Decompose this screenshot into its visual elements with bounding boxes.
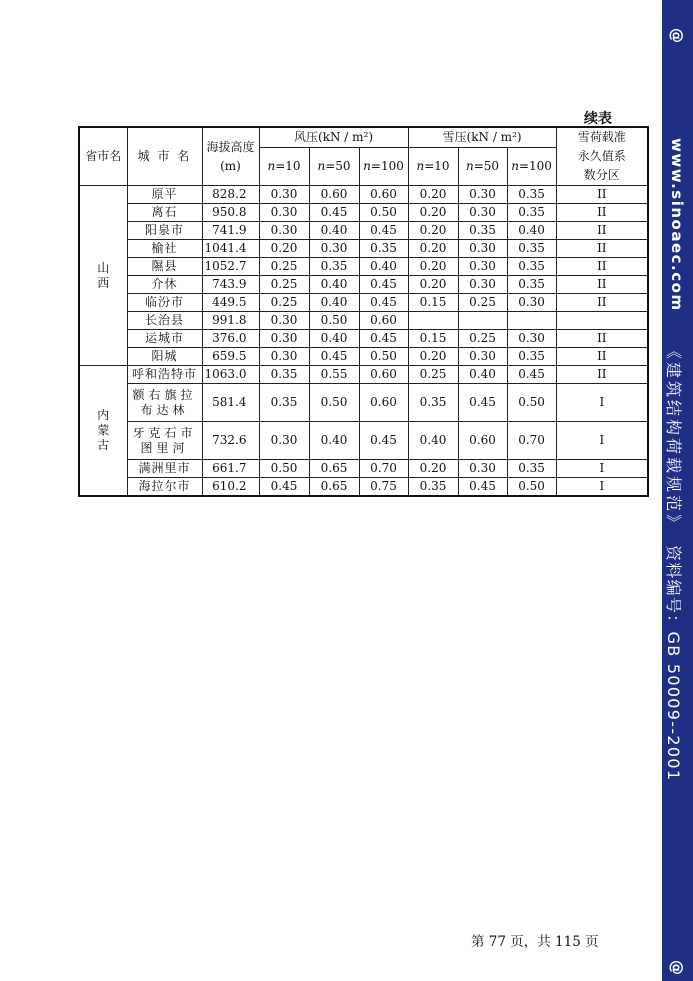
zone-cell: II (556, 222, 648, 240)
zone-cell: II (556, 294, 648, 312)
province-cell (79, 186, 127, 366)
table-row (79, 276, 648, 294)
header-snow-n100: n=100 (507, 147, 556, 185)
value-cell: 0.20 (408, 186, 458, 204)
city-cell: 离石 (127, 204, 202, 222)
table-row (79, 222, 648, 240)
value-cell: 0.45 (507, 366, 556, 384)
value-cell: 0.40 (408, 422, 458, 460)
city-cell: 额右旗拉布达林 (127, 384, 202, 422)
value-cell: 0.20 (408, 240, 458, 258)
city-cell: 海拉尔市 (127, 478, 202, 496)
altitude-cell: 950.8 (202, 204, 259, 222)
value-cell: 0.25 (408, 366, 458, 384)
value-cell: 0.30 (458, 460, 507, 478)
value-cell: 0.60 (458, 422, 507, 460)
value-cell: 0.30 (458, 186, 507, 204)
altitude-cell: 828.2 (202, 186, 259, 204)
value-cell: 0.25 (259, 276, 309, 294)
value-cell: 0.40 (359, 258, 408, 276)
value-cell: 0.60 (309, 186, 359, 204)
altitude-cell: 581.4 (202, 384, 259, 422)
value-cell: 0.35 (309, 258, 359, 276)
table-row (79, 204, 648, 222)
header-zone-line2: 永久值系 (577, 149, 626, 163)
city-cell: 运城市 (127, 330, 202, 348)
header-snow-n10: n=10 (408, 147, 458, 185)
table-row (79, 186, 648, 204)
value-cell: 0.35 (408, 384, 458, 422)
value-cell: 0.70 (359, 460, 408, 478)
value-cell: 0.25 (458, 330, 507, 348)
value-cell: 0.40 (309, 422, 359, 460)
value-cell: 0.35 (507, 186, 556, 204)
value-cell: 0.65 (309, 460, 359, 478)
value-cell: 0.30 (507, 294, 556, 312)
value-cell: 0.20 (408, 258, 458, 276)
value-cell: 0.30 (259, 186, 309, 204)
value-cell (507, 312, 556, 330)
city-cell: 满洲里市 (127, 460, 202, 478)
value-cell: 0.20 (408, 222, 458, 240)
value-cell: 0.35 (507, 204, 556, 222)
value-cell: 0.25 (259, 294, 309, 312)
city-cell: 牙克石市图里河 (127, 422, 202, 460)
value-cell: 0.30 (259, 422, 309, 460)
value-cell: 0.20 (408, 460, 458, 478)
header-wind: 风压(kN / m²) (259, 127, 408, 147)
value-cell: 0.40 (309, 222, 359, 240)
value-cell: 0.45 (359, 422, 408, 460)
value-cell: 0.50 (309, 384, 359, 422)
value-cell: 0.60 (359, 366, 408, 384)
site-url[interactable]: www.sinoaec.com (668, 138, 686, 312)
header-wind-n50: n=50 (309, 147, 359, 185)
value-cell: 0.35 (507, 240, 556, 258)
header-altitude (202, 127, 259, 186)
value-cell: 0.25 (259, 258, 309, 276)
value-cell: 0.40 (507, 222, 556, 240)
value-cell: 0.60 (359, 186, 408, 204)
value-cell: 0.40 (309, 330, 359, 348)
altitude-cell: 659.5 (202, 348, 259, 366)
city-cell: 呼和浩特市 (127, 366, 202, 384)
value-cell: 0.50 (359, 348, 408, 366)
value-cell: 0.55 (309, 366, 359, 384)
altitude-cell: 741.9 (202, 222, 259, 240)
header-city: 城 市 名 (127, 127, 202, 186)
value-cell: 0.35 (507, 276, 556, 294)
table-row (79, 294, 648, 312)
value-cell (408, 312, 458, 330)
table-row (79, 312, 648, 330)
value-cell: 0.50 (359, 204, 408, 222)
city-cell: 榆社 (127, 240, 202, 258)
city-cell: 隰县 (127, 258, 202, 276)
value-cell: 0.45 (458, 478, 507, 496)
table-row (79, 366, 648, 384)
value-cell: 0.15 (408, 294, 458, 312)
value-cell: 0.35 (507, 348, 556, 366)
value-cell: 0.35 (507, 258, 556, 276)
header-snow-n50: n=50 (458, 147, 507, 185)
page-number: 第 77 页，共 115 页 (471, 934, 599, 950)
zone-cell: II (556, 258, 648, 276)
value-cell: 0.30 (458, 204, 507, 222)
value-cell: 0.75 (359, 478, 408, 496)
altitude-cell: 732.6 (202, 422, 259, 460)
load-table (78, 126, 649, 497)
value-cell: 0.40 (309, 276, 359, 294)
value-cell: 0.30 (259, 312, 309, 330)
zone-cell: II (556, 186, 648, 204)
zone-cell: II (556, 330, 648, 348)
value-cell: 0.45 (309, 348, 359, 366)
city-cell: 临汾市 (127, 294, 202, 312)
altitude-cell: 1041.4 (202, 240, 259, 258)
table-row (79, 384, 648, 422)
altitude-cell: 610.2 (202, 478, 259, 496)
value-cell: 0.40 (309, 294, 359, 312)
value-cell (458, 312, 507, 330)
value-cell: 0.35 (359, 240, 408, 258)
value-cell: 0.50 (507, 384, 556, 422)
value-cell: 0.25 (458, 294, 507, 312)
document-code: 资料编号：GB 50009--2001 (664, 545, 683, 782)
zone-cell: II (556, 204, 648, 222)
value-cell: 0.45 (359, 294, 408, 312)
value-cell: 0.30 (458, 240, 507, 258)
value-cell: 0.30 (259, 330, 309, 348)
value-cell: 0.35 (507, 460, 556, 478)
value-cell: 0.45 (359, 330, 408, 348)
city-cell: 介休 (127, 276, 202, 294)
value-cell: 0.30 (259, 222, 309, 240)
value-cell: 0.30 (458, 348, 507, 366)
zone-cell: II (556, 366, 648, 384)
table-row (79, 330, 648, 348)
value-cell: 0.15 (408, 330, 458, 348)
value-cell: 0.45 (359, 222, 408, 240)
book-title: 《建筑结构荷载规范》 (664, 343, 683, 534)
header-snow: 雪压(kN / m²) (408, 127, 556, 147)
header-altitude-line1: 海拔高度 (206, 139, 255, 154)
altitude-cell: 1052.7 (202, 258, 259, 276)
table-row (79, 422, 648, 460)
value-cell: 0.35 (458, 222, 507, 240)
value-cell: 0.20 (408, 348, 458, 366)
value-cell: 0.60 (359, 384, 408, 422)
value-cell: 0.30 (458, 276, 507, 294)
header-zone-line1: 雪荷载准 (577, 130, 626, 144)
table-row (79, 240, 648, 258)
table-row (79, 460, 648, 478)
table-row (79, 258, 648, 276)
continuation-label: 续表 (584, 111, 612, 127)
city-cell: 阳城 (127, 348, 202, 366)
zone-cell: II (556, 348, 648, 366)
header-zone-line3: 数分区 (583, 168, 620, 182)
value-cell: 0.30 (259, 348, 309, 366)
zone-cell: II (556, 240, 648, 258)
altitude-cell: 376.0 (202, 330, 259, 348)
province-cell (79, 366, 127, 496)
altitude-cell: 991.8 (202, 312, 259, 330)
value-cell: 0.20 (259, 240, 309, 258)
zone-cell: II (556, 276, 648, 294)
city-cell: 长治县 (127, 312, 202, 330)
altitude-cell: 661.7 (202, 460, 259, 478)
value-cell: 0.50 (259, 460, 309, 478)
value-cell: 0.50 (309, 312, 359, 330)
at-symbol-top: @ (668, 28, 686, 43)
header-wind-n100: n=100 (359, 147, 408, 185)
altitude-cell: 449.5 (202, 294, 259, 312)
value-cell: 0.30 (309, 240, 359, 258)
zone-cell: I (556, 460, 648, 478)
header-wind-n10: n=10 (259, 147, 309, 185)
value-cell: 0.35 (259, 366, 309, 384)
value-cell: 0.20 (408, 276, 458, 294)
city-cell: 原平 (127, 186, 202, 204)
province-name: 内蒙古 (97, 407, 110, 452)
value-cell: 0.45 (458, 384, 507, 422)
header-altitude-line2: (m) (220, 158, 241, 173)
value-cell: 0.35 (408, 478, 458, 496)
zone-cell: I (556, 422, 648, 460)
value-cell: 0.45 (309, 204, 359, 222)
zone-cell: I (556, 384, 648, 422)
header-province: 省市名 (79, 127, 127, 186)
value-cell: 0.45 (359, 276, 408, 294)
value-cell: 0.65 (309, 478, 359, 496)
value-cell: 0.50 (507, 478, 556, 496)
zone-cell (556, 312, 648, 330)
value-cell: 0.20 (408, 204, 458, 222)
value-cell: 0.30 (259, 204, 309, 222)
table-body (79, 186, 648, 496)
altitude-cell: 1063.0 (202, 366, 259, 384)
table-row (79, 348, 648, 366)
value-cell: 0.45 (259, 478, 309, 496)
value-cell: 0.70 (507, 422, 556, 460)
value-cell: 0.30 (507, 330, 556, 348)
table-row (79, 478, 648, 496)
zone-cell: I (556, 478, 648, 496)
value-cell: 0.35 (259, 384, 309, 422)
city-cell: 阳泉市 (127, 222, 202, 240)
at-symbol-bottom: @ (668, 960, 686, 975)
altitude-cell: 743.9 (202, 276, 259, 294)
value-cell: 0.30 (458, 258, 507, 276)
province-name: 山西 (97, 260, 110, 290)
header-zone (556, 127, 648, 186)
value-cell: 0.60 (359, 312, 408, 330)
value-cell: 0.40 (458, 366, 507, 384)
